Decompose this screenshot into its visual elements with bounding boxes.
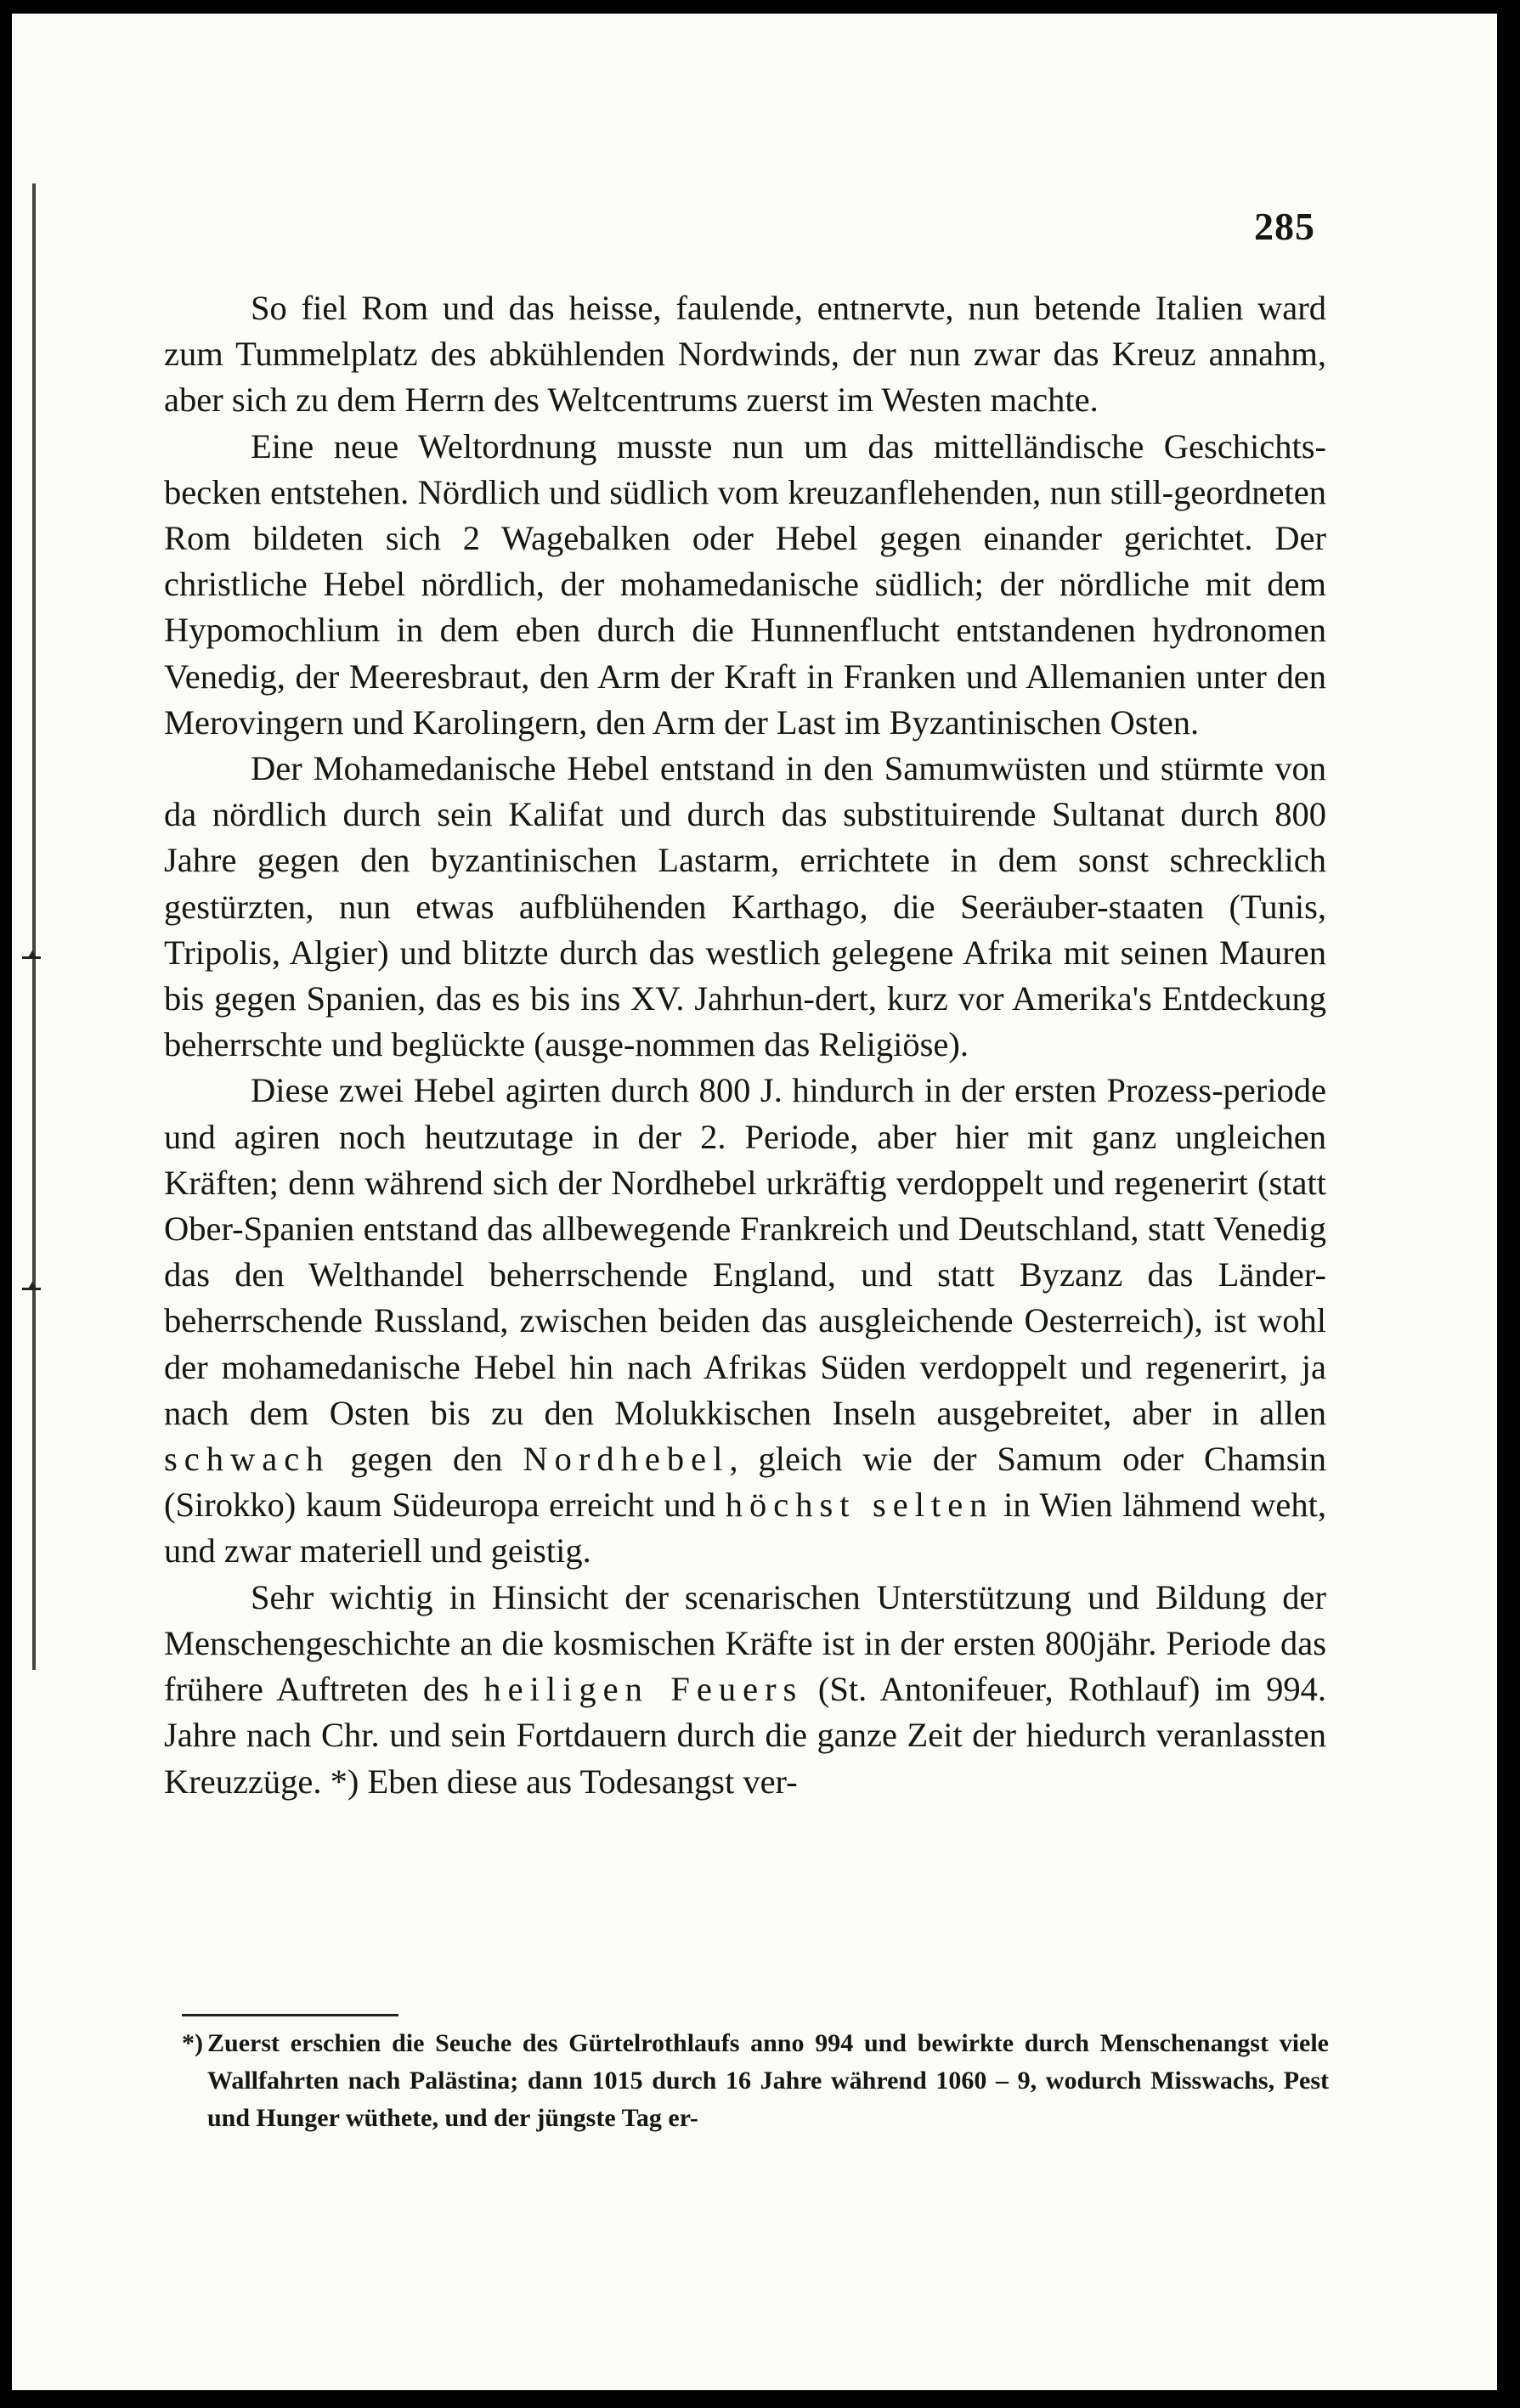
arrow-marker-icon (22, 1288, 41, 1300)
paragraph-5 (164, 1575, 1326, 1805)
paragraph-5-part-1: Sehr wichtig in Hinsicht der scenarischen Unterstützung und Bildung der Menschengeschichte an die kosmischen Kräfte ist in der ersten 800jähr. Periode das frühere Auftreten des (164, 1577, 1326, 1709)
arrow-marker-icon (22, 956, 41, 969)
spaced-words-heiligen-feuers: heiligen Feuers (483, 1670, 804, 1709)
page-number: 285 (1254, 205, 1315, 248)
spaced-word-schwach: schwach (164, 1440, 331, 1479)
paragraph-2: Eine neue Weltordnung musste nun um das mittelländische Geschichts-becken entstehen. Nördlich und südlich vom kreuzanflehenden, nun still-geordneten Rom bildeten sich 2 Wagebalken oder Hebel gegen einander gerichtet. Der christliche Hebel nördlich, der mohamedanische südlich; der nördliche mit dem Hypomochlium in dem eben durch die Hunnenflucht entstandenen hydronomen Venedig, der Meeresbraut, den Arm der Kraft in Franken und Allemanien unter den Merovingern und Karolingern, den Arm der Last im Byzantinischen Osten. (164, 426, 1326, 742)
paragraph-4-part-2: gegen den (350, 1440, 503, 1479)
paragraph-4 (164, 1068, 1326, 1574)
book-page (12, 14, 1497, 2390)
paragraph-5-part-2: (St. Antonifeuer, Rothlauf) im 994. Jahre nach Chr. und sein Fortdauern durch die ganze Zeit der hiedurch veranlassten Kreuzzüge. *) Eben diese aus Todesangst ver- (164, 1670, 1327, 1801)
paragraph-3: Der Mohamedanische Hebel entstand in den Samumwüsten und stürmte von da nördlich durch sein Kalifat und durch das substituirende Sultanat durch 800 Jahre gegen den byzantinischen Lastarm, errichtete in dem sonst schrecklich gestürzten, nun etwas aufblühenden Karthago, die Seeräuber-staaten (Tunis, Tripolis, Algier) und blitzte durch das westlich gelegene Afrika mit seinen Mauren bis gegen Spanien, das es bis ins XV. Jahrhun-dert, kurz vor Amerika's Entdeckung beherrschte und beglückte (ausge-nommen das Religiöse). (164, 749, 1326, 1064)
binding-edge-line (32, 183, 36, 1670)
spaced-word-nordhebel: Nordhebel (523, 1440, 730, 1479)
paragraph-1: So fiel Rom und das heisse, faulende, entnervte, nun betende Italien ward zum Tummelplatz des abkühlenden Nordwinds, der nun zwar das Kreuz annahm, aber sich zu dem Herrn des Weltcentrums zuerst im Westen machte. (164, 289, 1326, 420)
paragraph-4-part-1: Diese zwei Hebel agirten durch 800 J. hindurch in der ersten Prozess-periode und agiren noch heutzutage in der 2. Periode, aber hier mit ganz ungleichen Kräften; denn während sich der Nordhebel urkräftig verdoppelt und regenerirt (statt Ober-Spanien entstand das allbewegende Frankreich und Deutschland, statt Venedig das den Welthandel beherrschende England, und statt Byzanz das Länder-beherrschende Russland, zwischen beiden das ausgleichende Oesterreich), ist wohl der mohamedanische Hebel hin nach Afrikas Süden verdoppelt und regenerirt, ja nach dem Osten bis zu den Molukkischen Inseln ausgebreitet, aber in allen (164, 1071, 1326, 1432)
footnote-rule (182, 2014, 398, 2016)
footnote (182, 2025, 1329, 2137)
main-text (164, 285, 1326, 1805)
spaced-words-hoechst-selten: höchst selten (725, 1486, 994, 1525)
footnote-text: Zuerst erschien die Seuche des Gürtelrothlaufs anno 994 und bewirkte durch Menschenangst viele Wallfahrten nach Palästina; dann 1015 durch 16 Jahre während 1060 – 9, wodurch Misswachs, Pest und Hunger wüthete, und der jüngste Tag er- (207, 2029, 1329, 2132)
paragraph-4-part-4: in Wien lähmend weht, und zwar materiell und geistig. (164, 1486, 1326, 1571)
paragraph-4-part-3: , gleich wie der Samum oder Chamsin (Sirokko) kaum Südeuropa erreicht und (164, 1440, 1326, 1525)
footnote-mark: *) (182, 2029, 203, 2057)
